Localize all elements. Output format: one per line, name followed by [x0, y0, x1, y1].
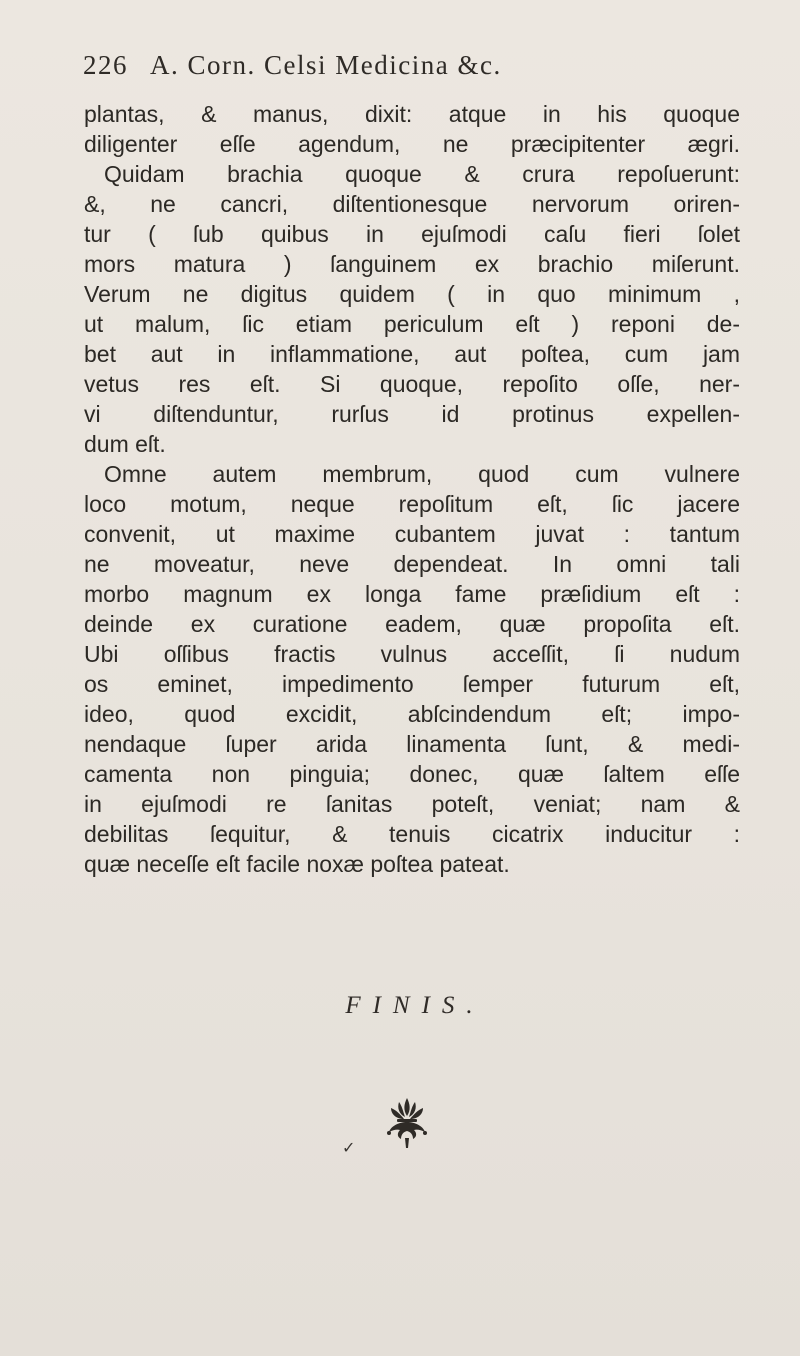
- text-line: ne moveatur, neve dependeat. In omni tali: [84, 551, 740, 577]
- text-line: mors matura ) ſanguinem ex brachio miſerunt.: [84, 251, 740, 277]
- page-number: 226: [83, 50, 128, 80]
- text-line: vetus res eſt. Si quoque, repoſito oſſe, ner-: [84, 371, 740, 397]
- text-line: vi diſtenduntur, rurſus id protinus expellen-: [84, 401, 740, 427]
- text-line: Quidam brachia quoque & crura repoſuerunt:: [104, 161, 740, 187]
- text-line: convenit, ut maxime cubantem juvat : tantum: [84, 521, 740, 547]
- finis-label: FINIS.: [345, 992, 485, 1019]
- text-line: deinde ex curatione eadem, quæ propoſita eſt.: [84, 611, 740, 637]
- text-line: &, ne cancri, diſtentionesque nervorum oriren-: [84, 191, 740, 217]
- mark-glyph: ✓: [342, 1138, 356, 1157]
- text-line: in ejuſmodi re ſanitas poteſt, veniat; nam &: [84, 791, 740, 817]
- body-text: [84, 99, 740, 879]
- text-line: nendaque ſuper arida linamenta ſunt, & medi-: [84, 731, 740, 757]
- text-line: Verum ne digitus quidem ( in quo minimum ,: [84, 281, 740, 307]
- running-header: [83, 50, 743, 81]
- text-line: os eminet, impedimento ſemper futurum eſt,: [84, 671, 740, 697]
- fleuron-icon: [377, 1092, 437, 1152]
- text-line: Omne autem membrum, quod cum vulnere: [104, 461, 740, 487]
- running-title: A. Corn. Celsi Medicina &c.: [150, 50, 502, 80]
- text-line: debilitas ſequitur, & tenuis cicatrix inducitur :: [84, 821, 740, 847]
- text-line: tur ( ſub quibus in ejuſmodi caſu fieri ſolet: [84, 221, 740, 247]
- text-line: diligenter eſſe agendum, ne præcipitenter ægri.: [84, 131, 740, 157]
- text-line: ideo, quod excidit, abſcindendum eſt; impo-: [84, 701, 740, 727]
- text-line: quæ neceſſe eſt facile noxæ poſtea pateat.: [84, 851, 510, 877]
- text-line: dum eſt.: [84, 431, 166, 457]
- text-line: Ubi oſſibus fractis vulnus acceſſit, ſi nudum: [84, 641, 740, 667]
- text-line: camenta non pinguia; donec, quæ ſaltem eſſe: [84, 761, 740, 787]
- text-line: morbo magnum ex longa fame præſidium eſt :: [84, 581, 740, 607]
- text-line: bet aut in inflammatione, aut poſtea, cum jam: [84, 341, 740, 367]
- text-line: ut malum, ſic etiam periculum eſt ) reponi de-: [84, 311, 740, 337]
- text-line: loco motum, neque repoſitum eſt, ſic jacere: [84, 491, 740, 517]
- text-line: plantas, & manus, dixit: atque in his quoque: [84, 101, 740, 127]
